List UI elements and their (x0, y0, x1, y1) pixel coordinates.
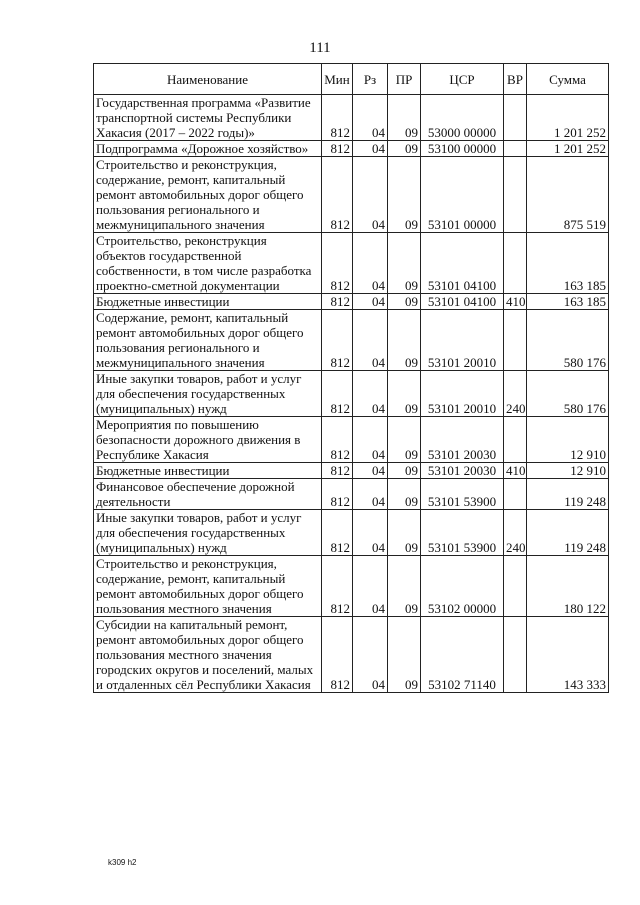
cell-name: Субсидии на капитальный ремонт, ремонт автомобильных дорог общего пользования местного значения городских округов и поселений, малых и отдаленных сёл Республики Хакасия (94, 617, 322, 693)
cell-pr: 09 (388, 141, 421, 157)
cell-sum: 1 201 252 (527, 95, 609, 141)
cell-csr: 53101 20030 (421, 463, 504, 479)
cell-name: Строительство и реконструкция, содержание, ремонт, капитальный ремонт автомобильных дорог общего пользования местного значения (94, 556, 322, 617)
cell-min: 812 (322, 479, 353, 510)
cell-csr: 53000 00000 (421, 95, 504, 141)
cell-vr: 240 (504, 510, 527, 556)
header-sum: Сумма (527, 64, 609, 95)
header-vr: ВР (504, 64, 527, 95)
cell-name: Строительство и реконструкция, содержание, ремонт, капитальный ремонт автомобильных дорог общего пользования регионального и межмуниципального значения (94, 157, 322, 233)
cell-name: Иные закупки товаров, работ и услуг для обеспечения государственных (муниципальных) нужд (94, 510, 322, 556)
cell-rz: 04 (353, 157, 388, 233)
table-row (94, 233, 609, 294)
cell-sum: 119 248 (527, 510, 609, 556)
table-row (94, 556, 609, 617)
cell-csr: 53101 04100 (421, 294, 504, 310)
cell-csr: 53101 20030 (421, 417, 504, 463)
cell-min: 812 (322, 617, 353, 693)
cell-sum: 163 185 (527, 233, 609, 294)
cell-rz: 04 (353, 371, 388, 417)
cell-vr (504, 417, 527, 463)
cell-rz: 04 (353, 479, 388, 510)
cell-sum: 580 176 (527, 310, 609, 371)
cell-vr (504, 556, 527, 617)
page-number: 111 (309, 40, 331, 56)
cell-rz: 04 (353, 310, 388, 371)
table-row (94, 141, 609, 157)
cell-csr: 53101 20010 (421, 371, 504, 417)
cell-vr: 410 (504, 294, 527, 310)
table-row (94, 510, 609, 556)
cell-vr (504, 95, 527, 141)
cell-vr: 240 (504, 371, 527, 417)
cell-sum: 1 201 252 (527, 141, 609, 157)
cell-csr: 53101 00000 (421, 157, 504, 233)
cell-sum: 143 333 (527, 617, 609, 693)
cell-min: 812 (322, 310, 353, 371)
table-header-row (94, 64, 609, 95)
cell-sum: 12 910 (527, 463, 609, 479)
cell-pr: 09 (388, 617, 421, 693)
table-row (94, 463, 609, 479)
cell-name: Строительство, реконструкция объектов государственной собственности, в том числе разработка проектно-сметной документации (94, 233, 322, 294)
cell-name: Содержание, ремонт, капитальный ремонт автомобильных дорог общего пользования регионального и межмуниципального значения (94, 310, 322, 371)
cell-vr (504, 157, 527, 233)
cell-pr: 09 (388, 417, 421, 463)
cell-pr: 09 (388, 310, 421, 371)
cell-rz: 04 (353, 417, 388, 463)
footer-code: k309 h2 (108, 858, 137, 867)
cell-vr (504, 479, 527, 510)
cell-sum: 580 176 (527, 371, 609, 417)
cell-rz: 04 (353, 95, 388, 141)
cell-pr: 09 (388, 479, 421, 510)
cell-pr: 09 (388, 556, 421, 617)
cell-vr: 410 (504, 463, 527, 479)
cell-csr: 53100 00000 (421, 141, 504, 157)
cell-name: Бюджетные инвестиции (94, 463, 322, 479)
table-row (94, 310, 609, 371)
cell-min: 812 (322, 95, 353, 141)
cell-vr (504, 617, 527, 693)
table-row (94, 417, 609, 463)
cell-min: 812 (322, 233, 353, 294)
cell-rz: 04 (353, 233, 388, 294)
header-rz: Рз (353, 64, 388, 95)
cell-pr: 09 (388, 294, 421, 310)
cell-vr (504, 233, 527, 294)
table-row (94, 95, 609, 141)
cell-rz: 04 (353, 294, 388, 310)
cell-csr: 53101 04100 (421, 233, 504, 294)
cell-vr (504, 310, 527, 371)
cell-name: Финансовое обеспечение дорожной деятельности (94, 479, 322, 510)
cell-name: Мероприятия по повышению безопасности дорожного движения в Республике Хакасия (94, 417, 322, 463)
cell-pr: 09 (388, 463, 421, 479)
cell-csr: 53102 71140 (421, 617, 504, 693)
header-name: Наименование (94, 64, 322, 95)
cell-min: 812 (322, 510, 353, 556)
table-row (94, 294, 609, 310)
cell-name: Государственная программа «Развитие транспортной системы Республики Хакасия (2017 – 2022 годы)» (94, 95, 322, 141)
cell-min: 812 (322, 371, 353, 417)
cell-vr (504, 141, 527, 157)
cell-csr: 53102 00000 (421, 556, 504, 617)
budget-table (93, 63, 609, 693)
header-min: Мин (322, 64, 353, 95)
header-csr: ЦСР (421, 64, 504, 95)
cell-rz: 04 (353, 510, 388, 556)
cell-name: Бюджетные инвестиции (94, 294, 322, 310)
cell-pr: 09 (388, 233, 421, 294)
cell-rz: 04 (353, 463, 388, 479)
cell-pr: 09 (388, 157, 421, 233)
cell-rz: 04 (353, 141, 388, 157)
cell-pr: 09 (388, 510, 421, 556)
cell-min: 812 (322, 294, 353, 310)
cell-csr: 53101 53900 (421, 479, 504, 510)
cell-sum: 163 185 (527, 294, 609, 310)
cell-sum: 12 910 (527, 417, 609, 463)
table-row (94, 479, 609, 510)
cell-pr: 09 (388, 95, 421, 141)
table-row (94, 157, 609, 233)
cell-pr: 09 (388, 371, 421, 417)
cell-sum: 119 248 (527, 479, 609, 510)
cell-min: 812 (322, 157, 353, 233)
header-pr: ПР (388, 64, 421, 95)
cell-min: 812 (322, 141, 353, 157)
cell-sum: 180 122 (527, 556, 609, 617)
cell-csr: 53101 20010 (421, 310, 504, 371)
cell-min: 812 (322, 463, 353, 479)
table-row (94, 617, 609, 693)
cell-rz: 04 (353, 617, 388, 693)
cell-name: Подпрограмма «Дорожное хозяйство» (94, 141, 322, 157)
cell-rz: 04 (353, 556, 388, 617)
cell-name: Иные закупки товаров, работ и услуг для обеспечения государственных (муниципальных) нужд (94, 371, 322, 417)
cell-csr: 53101 53900 (421, 510, 504, 556)
cell-min: 812 (322, 556, 353, 617)
cell-min: 812 (322, 417, 353, 463)
cell-sum: 875 519 (527, 157, 609, 233)
table-row (94, 371, 609, 417)
